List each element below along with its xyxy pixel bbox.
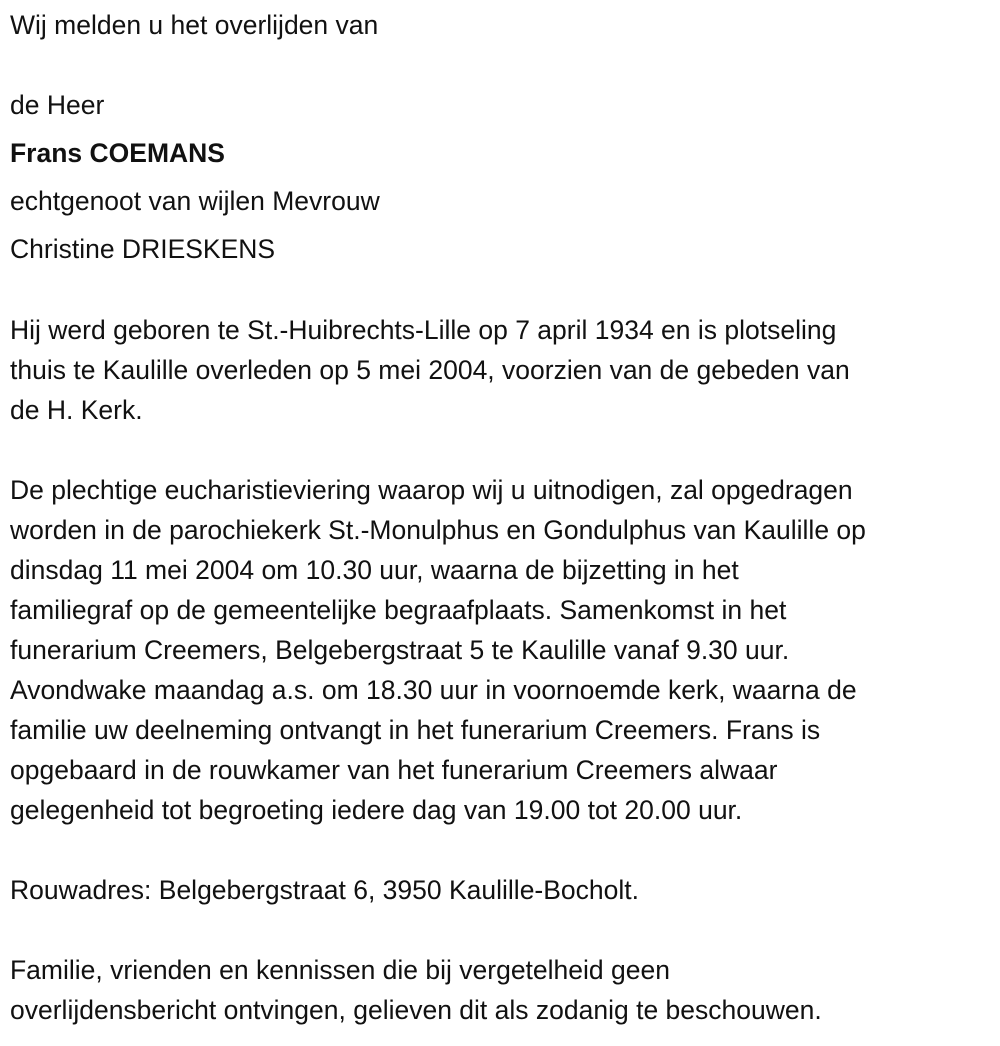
text-line: overlijdensbericht ontvingen, gelieven dit als zodanig te beschouwen. [10,995,822,1025]
text-line: thuis te Kaulille overleden op 5 mei 2004, voorzien van de gebeden van [10,355,850,385]
text-line: opgebaard in de rouwkamer van het funerarium Creemers alwaar [10,755,778,785]
birth-death-paragraph [10,310,1000,430]
funeral-paragraph [10,470,1000,830]
relation-text: echtgenoot van wijlen Mevrouw [10,186,380,216]
deceased-block [10,81,1000,273]
deceased-name: Frans COEMANS [10,138,225,168]
text-line: worden in de parochiekerk St.-Monulphus en Gondulphus van Kaulille op [10,515,866,545]
text-line: Avondwake maandag a.s. om 18.30 uur in voornoemde kerk, waarna de [10,675,857,705]
text-line: de H. Kerk. [10,395,143,425]
text-line: familie uw deelneming ontvangt in het funerarium Creemers. Frans is [10,715,821,745]
text-line: Rouwadres: Belgebergstraat 6, 3950 Kaulille-Bocholt. [10,875,640,905]
spouse-name: Christine DRIESKENS [10,234,276,264]
text-line: Hij werd geboren te St.-Huibrechts-Lille op 7 april 1934 en is plotseling [10,315,837,345]
salutation: de Heer [10,90,105,120]
text-line: gelegenheid tot begroeting iedere dag van 19.00 tot 20.00 uur. [10,795,743,825]
death-notice [10,5,1000,1030]
address-paragraph [10,870,1000,910]
intro-text: Wij melden u het overlijden van [10,10,379,40]
text-line: Familie, vrienden en kennissen die bij vergetelheid geen [10,955,670,985]
text-line: De plechtige eucharistieviering waarop wij u uitnodigen, zal opgedragen [10,475,853,505]
closing-paragraph [10,950,1000,1030]
text-line: dinsdag 11 mei 2004 om 10.30 uur, waarna de bijzetting in het [10,555,739,585]
text-line: funerarium Creemers, Belgebergstraat 5 te Kaulille vanaf 9.30 uur. [10,635,790,665]
text-line: familiegraf op de gemeentelijke begraafplaats. Samenkomst in het [10,595,787,625]
